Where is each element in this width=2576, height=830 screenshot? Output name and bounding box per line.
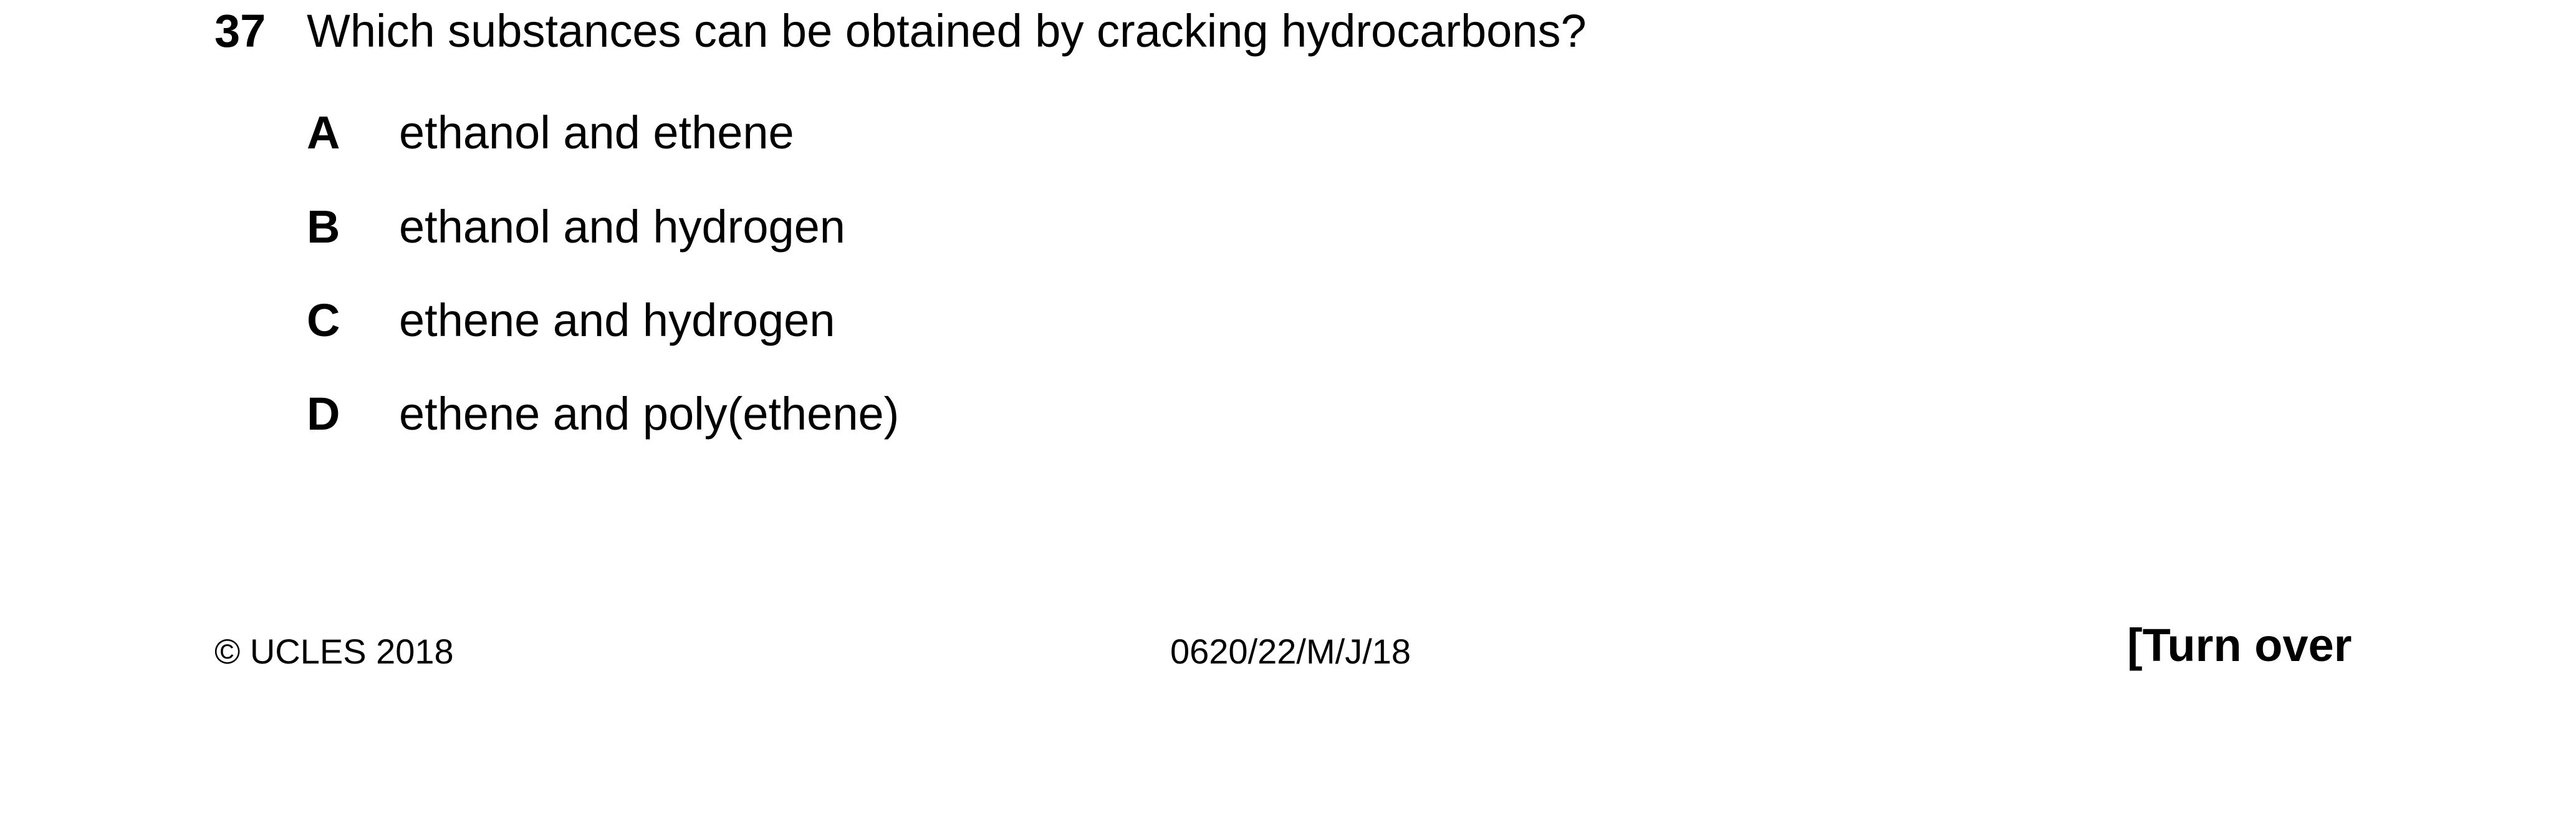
- copyright-notice: © UCLES 2018: [214, 632, 454, 671]
- option-d: [307, 383, 1803, 445]
- option-text: ethene and poly(ethene): [399, 388, 900, 440]
- option-c: [307, 289, 1803, 352]
- option-text: ethanol and ethene: [399, 107, 794, 158]
- option-a: [307, 102, 1803, 164]
- option-text: ethene and hydrogen: [399, 294, 835, 346]
- option-text: ethanol and hydrogen: [399, 201, 845, 253]
- paper-code: 0620/22/M/J/18: [1170, 632, 1411, 671]
- turn-over-label: [Turn over: [2127, 619, 2352, 671]
- option-b: [307, 196, 1803, 258]
- option-letter: B: [307, 201, 340, 253]
- option-letter: C: [307, 294, 340, 346]
- option-letter: A: [307, 107, 340, 158]
- question-text: Which substances can be obtained by cracking hydrocarbons?: [307, 5, 1587, 57]
- question-number: 37: [214, 5, 266, 57]
- option-letter: D: [307, 388, 340, 440]
